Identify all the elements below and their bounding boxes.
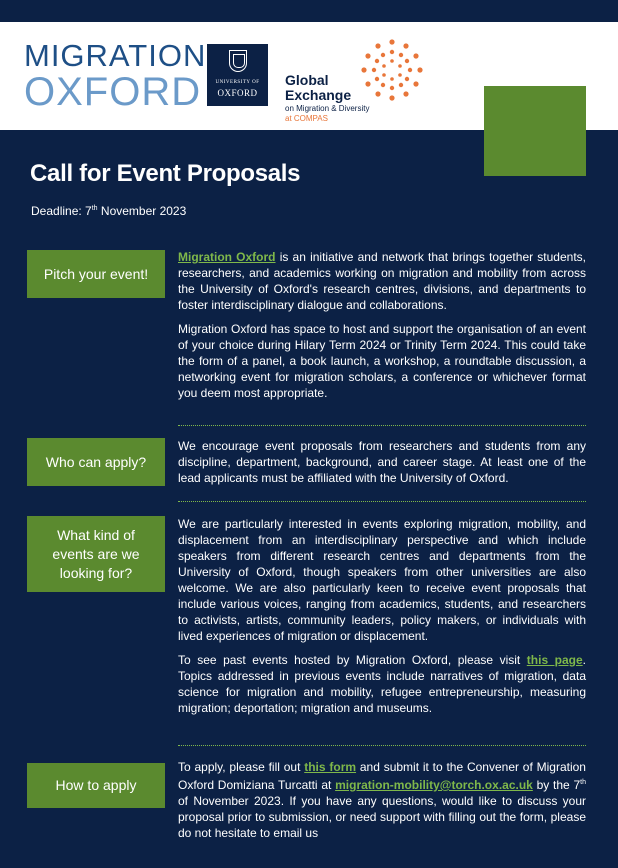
pitch-paragraph-2: Migration Oxford has space to host and support the organisation of an event of your choice during Hilary Term 2024 or Trinity Term 2024. This could take the form of a panel, a book launch, a workshop, a roundtable discussion, a networking event for migration scholars, a conference or whichever format you deem most appropriate. <box>178 322 586 400</box>
section-divider <box>178 425 586 426</box>
deadline-suffix: November 2023 <box>97 204 187 218</box>
how-text-1: To apply, please fill out <box>178 760 305 774</box>
pitch-paragraph-1-text: is an initiative and network that brings together students, researchers, and academics working on migration and mobility from across the University of Oxford's research centres, divisions, and departments to foster interdisciplinary dialogue and collaborations. <box>178 250 586 312</box>
email-link[interactable]: migration-mobility@torch.ox.ac.uk <box>335 778 533 792</box>
what-paragraph-2 <box>178 652 586 716</box>
university-of-oxford-logo <box>207 44 268 106</box>
section-how-body <box>178 759 586 841</box>
section-divider <box>178 745 586 746</box>
section-label-how: How to apply <box>27 763 165 808</box>
global-exchange-starburst-icon <box>360 38 424 102</box>
crest-icon <box>229 50 247 72</box>
what-paragraph-2-before: To see past events hosted by Migration Oxford, please visit <box>178 653 527 667</box>
how-text-4: of November 2023. If you have any questions, would like to discuss your proposal prior to submission, or need support with filling out the form, please do not hesitate to email us <box>178 794 586 840</box>
section-who-body <box>178 438 586 486</box>
global-exchange-logo <box>285 73 369 123</box>
what-paragraph-2-after: . Topics addressed in previous events include narratives of migration, data science for migration and mobility, refugee entrepreneurship, measuring migration; deportation; migration and museums. <box>178 653 586 715</box>
application-form-link[interactable]: this form <box>304 760 357 774</box>
pitch-paragraph-1 <box>178 249 586 313</box>
section-divider <box>178 501 586 502</box>
university-label-line2: OXFORD <box>217 88 258 98</box>
section-label-what: What kind of events are we looking for? <box>27 516 165 592</box>
what-paragraph-1: We are particularly interested in events exploring migration, mobility, and displacement from an interdisciplinary perspective and which include speakers from different research centres and departments from the University of Oxford, though speakers from other universities are also welcome. We are also particularly keen to receive event proposals that include various voices, ranging from academics, students, and researchers to activists, artists, community leaders, policy makers, or individuals with lived experiences of migration or displacement. <box>178 517 586 643</box>
global-exchange-title-line2: Exchange <box>285 87 352 103</box>
logo-line-oxford: OXFORD <box>24 70 202 114</box>
section-pitch-body <box>178 249 586 401</box>
deadline-prefix: Deadline: 7 <box>31 204 92 218</box>
global-exchange-subtitle: on Migration & Diversity <box>285 104 370 113</box>
how-text-3: by the 7 <box>532 778 581 792</box>
section-what-body <box>178 516 586 716</box>
deadline-ordinal: th <box>91 205 98 212</box>
global-exchange-title-line1: Global <box>285 72 329 88</box>
migration-oxford-link[interactable]: Migration Oxford <box>178 250 276 264</box>
page-title: Call for Event Proposals <box>30 160 301 187</box>
how-ordinal: th <box>580 779 587 786</box>
deadline <box>31 204 186 218</box>
section-label-pitch: Pitch your event! <box>27 250 165 298</box>
logo-line-migration: MIGRATION <box>24 38 207 73</box>
section-label-who: Who can apply? <box>27 438 165 486</box>
global-exchange-compas: at COMPAS <box>285 114 328 123</box>
decorative-green-square <box>484 86 586 176</box>
migration-oxford-logo <box>24 40 206 112</box>
how-text-2: and submit it to the Convener of Migration Oxford Domiziana Turcatti at <box>178 760 586 792</box>
how-paragraph-1 <box>178 759 586 841</box>
this-page-link[interactable]: this page <box>526 653 583 667</box>
who-paragraph-1: We encourage event proposals from researchers and students from any discipline, department, background, and career stage. At least one of the lead applicants must be affiliated with the University of Oxford. <box>178 439 586 485</box>
university-label-line1: UNIVERSITY OF <box>215 80 260 85</box>
